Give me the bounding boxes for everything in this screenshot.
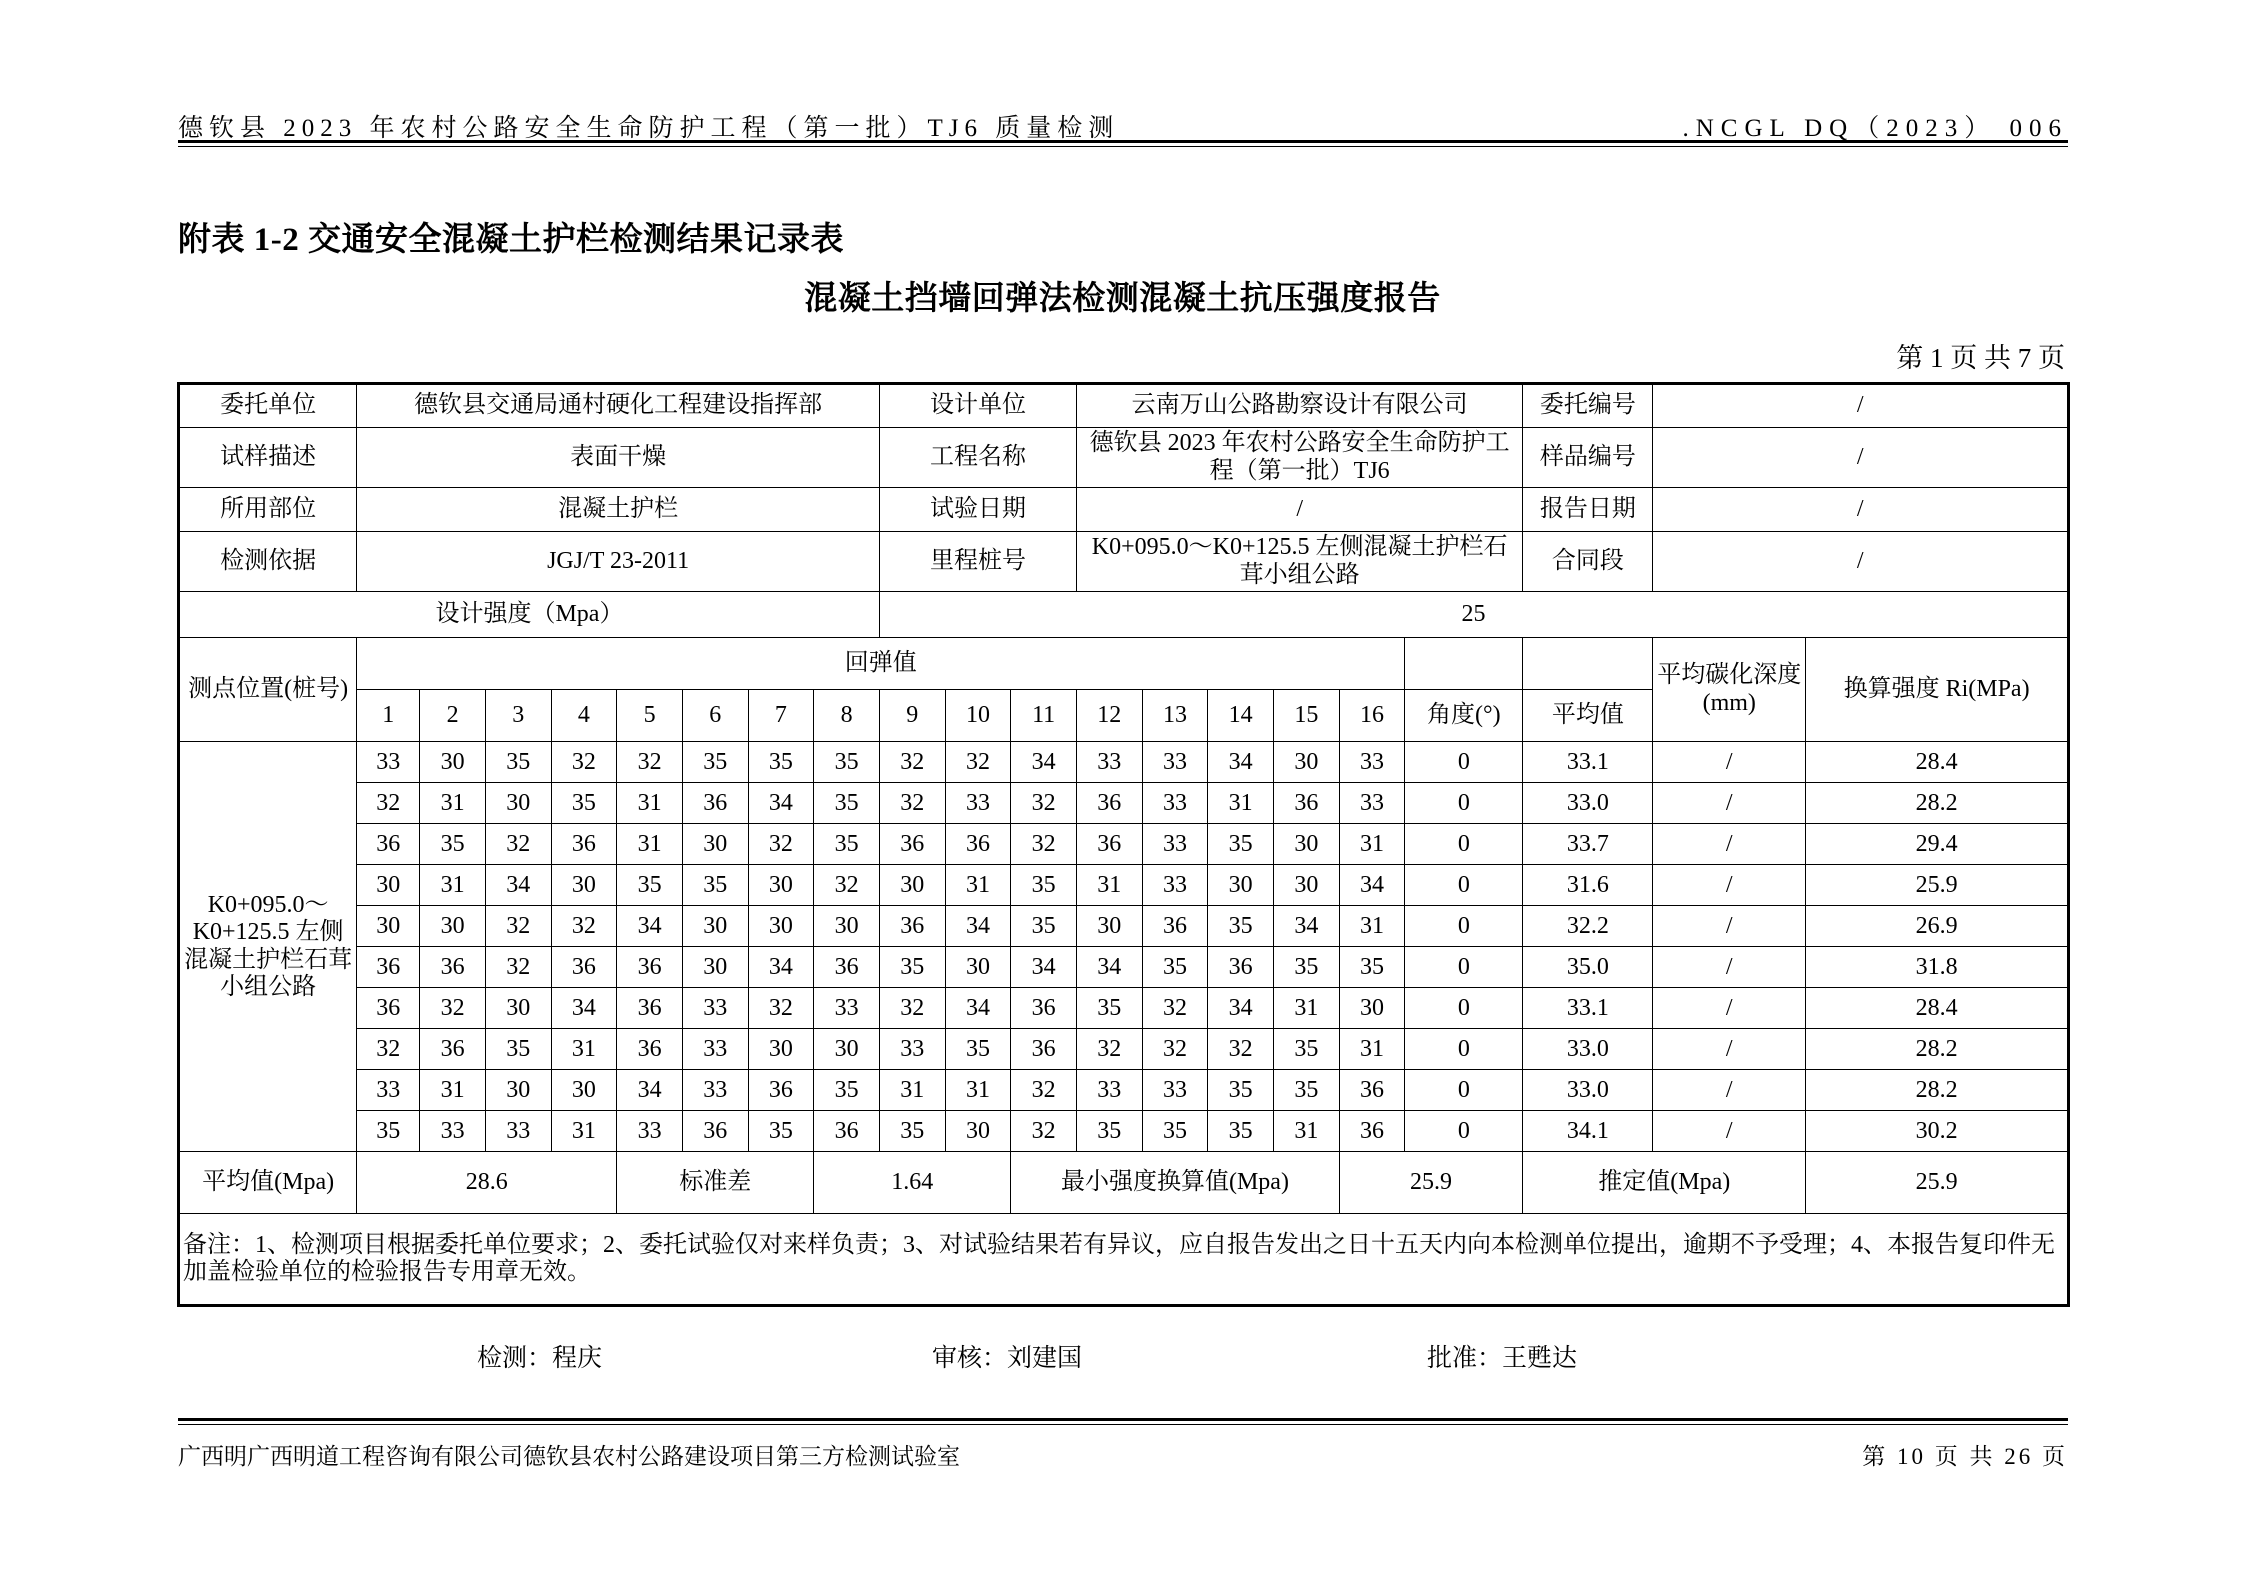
- value-report-date: /: [1653, 488, 2069, 532]
- cell-average: 33.0: [1523, 1070, 1653, 1111]
- cell-rebound: 36: [1142, 906, 1208, 947]
- info-row-design-strength: [179, 592, 2069, 638]
- cell-rebound: 32: [1011, 1111, 1077, 1152]
- cell-rebound: 32: [1011, 1070, 1077, 1111]
- cell-rebound: 33: [1076, 1070, 1142, 1111]
- table-row: [179, 1111, 2069, 1152]
- label-contract-section: 合同段: [1523, 532, 1653, 592]
- value-summary-average: 28.6: [357, 1152, 617, 1214]
- cell-angle: 0: [1405, 783, 1523, 824]
- cell-rebound: 30: [682, 906, 748, 947]
- cell-rebound: 35: [1208, 1070, 1274, 1111]
- cell-rebound: 34: [1011, 742, 1077, 783]
- cell-rebound: 36: [682, 1111, 748, 1152]
- cell-rebound: 36: [617, 988, 683, 1029]
- cell-rebound: 32: [617, 742, 683, 783]
- header-index-12: 12: [1076, 690, 1142, 742]
- header-index-1: 1: [357, 690, 420, 742]
- cell-rebound: 36: [1339, 1070, 1405, 1111]
- cell-rebound: 32: [551, 906, 617, 947]
- cell-converted: 28.2: [1806, 1029, 2069, 1070]
- running-header-right: .NCGL DQ（2023） 006: [1682, 115, 2068, 142]
- cell-average: 31.6: [1523, 865, 1653, 906]
- cell-rebound: 35: [357, 1111, 420, 1152]
- header-angle: 角度(°): [1405, 690, 1523, 742]
- cell-rebound: 36: [1011, 988, 1077, 1029]
- header-index-6: 6: [682, 690, 748, 742]
- cell-rebound: 35: [1076, 988, 1142, 1029]
- cell-rebound: 35: [814, 824, 880, 865]
- cell-average: 35.0: [1523, 947, 1653, 988]
- report-table: [177, 382, 2070, 1307]
- cell-carbonation: /: [1653, 1070, 1806, 1111]
- cell-rebound: 31: [420, 865, 486, 906]
- cell-rebound: 32: [814, 865, 880, 906]
- cell-converted: 28.2: [1806, 1070, 2069, 1111]
- cell-rebound: 34: [551, 988, 617, 1029]
- cell-rebound: 33: [485, 1111, 551, 1152]
- cell-rebound: 30: [748, 906, 814, 947]
- cell-rebound: 34: [485, 865, 551, 906]
- header-index-13: 13: [1142, 690, 1208, 742]
- cell-rebound: 35: [814, 783, 880, 824]
- cell-angle: 0: [1405, 865, 1523, 906]
- header-position: 测点位置(桩号): [179, 638, 357, 742]
- cell-rebound: 35: [682, 865, 748, 906]
- value-part-used: 混凝土护栏: [357, 488, 880, 532]
- cell-converted: 29.4: [1806, 824, 2069, 865]
- cell-position-label: K0+095.0～K0+125.5 左侧混凝土护栏石茸小组公路: [179, 742, 357, 1152]
- cell-carbonation: /: [1653, 1029, 1806, 1070]
- cell-rebound: 31: [1208, 783, 1274, 824]
- cell-rebound: 30: [485, 1070, 551, 1111]
- cell-rebound: 34: [1208, 988, 1274, 1029]
- label-client: 委托单位: [179, 384, 357, 428]
- cell-rebound: 31: [617, 783, 683, 824]
- cell-rebound: 36: [420, 947, 486, 988]
- cell-rebound: 35: [814, 1070, 880, 1111]
- info-row-sample-desc: [179, 428, 2069, 488]
- cell-rebound: 31: [551, 1111, 617, 1152]
- cell-rebound: 30: [814, 1029, 880, 1070]
- cell-rebound: 36: [1076, 824, 1142, 865]
- table-row: [179, 824, 2069, 865]
- cell-rebound: 35: [748, 742, 814, 783]
- header-index-9: 9: [879, 690, 945, 742]
- cell-rebound: 32: [420, 988, 486, 1029]
- cell-rebound: 31: [879, 1070, 945, 1111]
- cell-rebound: 30: [1273, 865, 1339, 906]
- cell-rebound: 35: [485, 1029, 551, 1070]
- cell-angle: 0: [1405, 1070, 1523, 1111]
- cell-rebound: 35: [1273, 1029, 1339, 1070]
- running-footer-left: 广西明广西明道工程咨询有限公司德钦县农村公路建设项目第三方检测试验室: [178, 1444, 960, 1469]
- cell-rebound: 31: [1339, 824, 1405, 865]
- label-sample-no: 样品编号: [1523, 428, 1653, 488]
- cell-rebound: 35: [551, 783, 617, 824]
- signature-reviewer: 审核：刘建国: [932, 1345, 1083, 1372]
- value-project-name: 德钦县 2023 年农村公路安全生命防护工程（第一批）TJ6: [1076, 428, 1522, 488]
- cell-rebound: 32: [485, 947, 551, 988]
- cell-rebound: 35: [1011, 865, 1077, 906]
- footer-rule: [178, 1418, 2068, 1425]
- cell-rebound: 34: [1011, 947, 1077, 988]
- cell-rebound: 35: [1011, 906, 1077, 947]
- table-row: [179, 1070, 2069, 1111]
- cell-rebound: 35: [1273, 1070, 1339, 1111]
- running-header-left: 德钦县 2023 年农村公路安全生命防护工程（第一批）TJ6 质量检测: [178, 115, 1120, 142]
- cell-rebound: 32: [945, 742, 1011, 783]
- cell-rebound: 31: [945, 1070, 1011, 1111]
- cell-rebound: 30: [357, 865, 420, 906]
- cell-average: 33.0: [1523, 1029, 1653, 1070]
- cell-rebound: 36: [357, 988, 420, 1029]
- cell-average: 33.1: [1523, 742, 1653, 783]
- label-design-strength: 设计强度（Mpa）: [179, 592, 880, 638]
- cell-rebound: 33: [1076, 742, 1142, 783]
- cell-rebound: 31: [1273, 988, 1339, 1029]
- cell-rebound: 32: [879, 988, 945, 1029]
- value-designer: 云南万山公路勘察设计有限公司: [1076, 384, 1522, 428]
- signature-tester: 检测：程庆: [477, 1345, 603, 1372]
- cell-carbonation: /: [1653, 742, 1806, 783]
- cell-rebound: 33: [357, 742, 420, 783]
- cell-converted: 28.4: [1806, 742, 2069, 783]
- value-summary-estimated: 25.9: [1806, 1152, 2069, 1214]
- cell-rebound: 34: [1208, 742, 1274, 783]
- cell-rebound: 30: [682, 947, 748, 988]
- remark-row: [179, 1214, 2069, 1306]
- cell-rebound: 32: [748, 988, 814, 1029]
- page-indicator: 第 1 页 共 7 页: [1896, 343, 2065, 373]
- cell-rebound: 32: [879, 742, 945, 783]
- cell-angle: 0: [1405, 906, 1523, 947]
- cell-rebound: 35: [1208, 906, 1274, 947]
- cell-rebound: 30: [945, 947, 1011, 988]
- cell-rebound: 36: [1273, 783, 1339, 824]
- label-project-name: 工程名称: [879, 428, 1076, 488]
- cell-rebound: 33: [682, 1029, 748, 1070]
- cell-average: 33.1: [1523, 988, 1653, 1029]
- cell-rebound: 35: [1142, 1111, 1208, 1152]
- cell-rebound: 33: [1339, 783, 1405, 824]
- cell-rebound: 32: [357, 1029, 420, 1070]
- cell-rebound: 32: [1011, 824, 1077, 865]
- label-summary-estimated: 推定值(Mpa): [1523, 1152, 1806, 1214]
- page-subtitle: 混凝土挡墙回弹法检测混凝土抗压强度报告: [804, 281, 1441, 317]
- cell-rebound: 36: [879, 824, 945, 865]
- cell-rebound: 31: [420, 1070, 486, 1111]
- cell-rebound: 30: [551, 1070, 617, 1111]
- table-header-band-1: [179, 638, 2069, 690]
- label-designer: 设计单位: [879, 384, 1076, 428]
- cell-rebound: 34: [1076, 947, 1142, 988]
- cell-rebound: 36: [814, 1111, 880, 1152]
- cell-rebound: 35: [1142, 947, 1208, 988]
- cell-rebound: 35: [748, 1111, 814, 1152]
- cell-rebound: 35: [682, 742, 748, 783]
- cell-rebound: 36: [682, 783, 748, 824]
- cell-rebound: 32: [357, 783, 420, 824]
- cell-rebound: 36: [748, 1070, 814, 1111]
- header-converted: 换算强度 Ri(MPa): [1806, 638, 2069, 742]
- cell-rebound: 30: [551, 865, 617, 906]
- cell-rebound: 33: [1142, 783, 1208, 824]
- header-average: 平均值: [1523, 690, 1653, 742]
- cell-rebound: 35: [1076, 1111, 1142, 1152]
- table-row: [179, 783, 2069, 824]
- cell-rebound: 30: [945, 1111, 1011, 1152]
- cell-rebound: 36: [1076, 783, 1142, 824]
- cell-average: 33.0: [1523, 783, 1653, 824]
- header-index-8: 8: [814, 690, 880, 742]
- cell-rebound: 34: [1273, 906, 1339, 947]
- value-client: 德钦县交通局通村硬化工程建设指挥部: [357, 384, 880, 428]
- cell-rebound: 36: [814, 947, 880, 988]
- value-summary-min-converted: 25.9: [1339, 1152, 1523, 1214]
- cell-angle: 0: [1405, 1029, 1523, 1070]
- cell-angle: 0: [1405, 1111, 1523, 1152]
- table-row: [179, 906, 2069, 947]
- cell-rebound: 30: [879, 865, 945, 906]
- cell-rebound: 34: [1339, 865, 1405, 906]
- header-rebound: 回弹值: [357, 638, 1405, 690]
- cell-converted: 30.2: [1806, 1111, 2069, 1152]
- running-footer: [178, 1438, 2068, 1471]
- cell-rebound: 35: [1339, 947, 1405, 988]
- cell-carbonation: /: [1653, 1111, 1806, 1152]
- value-design-strength: 25: [879, 592, 2068, 638]
- cell-rebound: 30: [814, 906, 880, 947]
- label-commission-no: 委托编号: [1523, 384, 1653, 428]
- label-report-date: 报告日期: [1523, 488, 1653, 532]
- cell-rebound: 33: [1142, 742, 1208, 783]
- cell-rebound: 31: [551, 1029, 617, 1070]
- table-row: [179, 1029, 2069, 1070]
- header-index-14: 14: [1208, 690, 1274, 742]
- cell-rebound: 32: [748, 824, 814, 865]
- cell-angle: 0: [1405, 824, 1523, 865]
- cell-rebound: 35: [945, 1029, 1011, 1070]
- info-row-part-used: [179, 488, 2069, 532]
- value-test-date: /: [1076, 488, 1522, 532]
- cell-rebound: 36: [357, 824, 420, 865]
- cell-angle: 0: [1405, 988, 1523, 1029]
- cell-average: 33.7: [1523, 824, 1653, 865]
- cell-rebound: 34: [945, 906, 1011, 947]
- header-index-3: 3: [485, 690, 551, 742]
- header-index-4: 4: [551, 690, 617, 742]
- header-index-5: 5: [617, 690, 683, 742]
- cell-rebound: 36: [551, 824, 617, 865]
- value-contract-section: /: [1653, 532, 2069, 592]
- value-summary-stddev: 1.64: [814, 1152, 1011, 1214]
- label-summary-stddev: 标准差: [617, 1152, 814, 1214]
- cell-rebound: 30: [1076, 906, 1142, 947]
- label-sample-desc: 试样描述: [179, 428, 357, 488]
- cell-rebound: 35: [879, 1111, 945, 1152]
- cell-rebound: 32: [1142, 988, 1208, 1029]
- cell-rebound: 31: [1076, 865, 1142, 906]
- cell-rebound: 33: [357, 1070, 420, 1111]
- cell-rebound: 32: [1142, 1029, 1208, 1070]
- cell-rebound: 33: [945, 783, 1011, 824]
- info-row-basis: [179, 532, 2069, 592]
- header-index-10: 10: [945, 690, 1011, 742]
- running-footer-right: 第 10 页 共 26 页: [1862, 1444, 2068, 1469]
- cell-rebound: 30: [682, 824, 748, 865]
- cell-rebound: 36: [551, 947, 617, 988]
- cell-rebound: 34: [617, 906, 683, 947]
- cell-rebound: 34: [748, 947, 814, 988]
- cell-rebound: 36: [617, 947, 683, 988]
- header-index-16: 16: [1339, 690, 1405, 742]
- table-row: [179, 988, 2069, 1029]
- cell-carbonation: /: [1653, 906, 1806, 947]
- cell-rebound: 33: [682, 988, 748, 1029]
- cell-converted: 25.9: [1806, 865, 2069, 906]
- signature-row: [177, 1338, 2070, 1374]
- cell-rebound: 33: [1339, 742, 1405, 783]
- cell-average: 32.2: [1523, 906, 1653, 947]
- header-index-7: 7: [748, 690, 814, 742]
- cell-rebound: 32: [485, 824, 551, 865]
- cell-rebound: 30: [420, 742, 486, 783]
- header-index-2: 2: [420, 690, 486, 742]
- header-carbonation: 平均碳化深度(mm): [1653, 638, 1806, 742]
- cell-carbonation: /: [1653, 783, 1806, 824]
- cell-rebound: 30: [420, 906, 486, 947]
- cell-rebound: 31: [420, 783, 486, 824]
- cell-rebound: 30: [1273, 742, 1339, 783]
- cell-rebound: 31: [1273, 1111, 1339, 1152]
- cell-rebound: 30: [357, 906, 420, 947]
- cell-rebound: 32: [1076, 1029, 1142, 1070]
- cell-rebound: 30: [748, 1029, 814, 1070]
- cell-rebound: 35: [617, 865, 683, 906]
- table-row: [179, 947, 2069, 988]
- label-summary-average: 平均值(Mpa): [179, 1152, 357, 1214]
- cell-rebound: 31: [1339, 1029, 1405, 1070]
- cell-rebound: 30: [1208, 865, 1274, 906]
- info-row-client: [179, 384, 2069, 428]
- cell-rebound: 32: [551, 742, 617, 783]
- cell-angle: 0: [1405, 947, 1523, 988]
- running-header: [178, 108, 2068, 144]
- summary-row: [179, 1152, 2069, 1214]
- cell-rebound: 30: [1273, 824, 1339, 865]
- table-row: [179, 865, 2069, 906]
- header-angle-spacer: [1405, 638, 1523, 690]
- cell-rebound: 31: [1339, 906, 1405, 947]
- cell-rebound: 34: [617, 1070, 683, 1111]
- cell-rebound: 33: [420, 1111, 486, 1152]
- cell-rebound: 31: [617, 824, 683, 865]
- cell-rebound: 35: [879, 947, 945, 988]
- cell-rebound: 36: [357, 947, 420, 988]
- value-sample-desc: 表面干燥: [357, 428, 880, 488]
- label-basis: 检测依据: [179, 532, 357, 592]
- cell-rebound: 32: [1011, 783, 1077, 824]
- cell-rebound: 35: [420, 824, 486, 865]
- header-average-spacer: [1523, 638, 1653, 690]
- page-title: 附表 1-2 交通安全混凝土护栏检测结果记录表: [178, 222, 844, 258]
- cell-rebound: 36: [420, 1029, 486, 1070]
- cell-rebound: 36: [617, 1029, 683, 1070]
- value-stake-no: K0+095.0～K0+125.5 左侧混凝土护栏石茸小组公路: [1076, 532, 1522, 592]
- cell-rebound: 33: [682, 1070, 748, 1111]
- cell-carbonation: /: [1653, 824, 1806, 865]
- header-index-11: 11: [1011, 690, 1077, 742]
- cell-rebound: 33: [1142, 824, 1208, 865]
- value-commission-no: /: [1653, 384, 2069, 428]
- label-stake-no: 里程桩号: [879, 532, 1076, 592]
- cell-rebound: 33: [1142, 1070, 1208, 1111]
- cell-rebound: 34: [945, 988, 1011, 1029]
- cell-rebound: 35: [1208, 824, 1274, 865]
- cell-converted: 28.4: [1806, 988, 2069, 1029]
- label-part-used: 所用部位: [179, 488, 357, 532]
- cell-rebound: 35: [1273, 947, 1339, 988]
- cell-rebound: 34: [748, 783, 814, 824]
- cell-rebound: 35: [814, 742, 880, 783]
- header-index-15: 15: [1273, 690, 1339, 742]
- value-sample-no: /: [1653, 428, 2069, 488]
- cell-average: 34.1: [1523, 1111, 1653, 1152]
- cell-rebound: 31: [945, 865, 1011, 906]
- cell-rebound: 30: [748, 865, 814, 906]
- label-summary-min-converted: 最小强度换算值(Mpa): [1011, 1152, 1339, 1214]
- cell-rebound: 32: [485, 906, 551, 947]
- cell-rebound: 33: [617, 1111, 683, 1152]
- cell-converted: 26.9: [1806, 906, 2069, 947]
- cell-angle: 0: [1405, 742, 1523, 783]
- header-rule: [178, 140, 2068, 147]
- cell-carbonation: /: [1653, 865, 1806, 906]
- cell-carbonation: /: [1653, 947, 1806, 988]
- cell-rebound: 33: [1142, 865, 1208, 906]
- cell-rebound: 32: [1208, 1029, 1274, 1070]
- remark-text: 备注：1、检测项目根据委托单位要求；2、委托试验仅对来样负责；3、对试验结果若有异议，应自报告发出之日十五天内向本检测单位提出，逾期不予受理；4、本报告复印件无加盖检验单位的检验报告专用章无效。: [179, 1214, 2069, 1306]
- cell-rebound: 35: [485, 742, 551, 783]
- label-test-date: 试验日期: [879, 488, 1076, 532]
- cell-rebound: 36: [945, 824, 1011, 865]
- table-row: [179, 742, 2069, 783]
- cell-rebound: 35: [1208, 1111, 1274, 1152]
- cell-converted: 31.8: [1806, 947, 2069, 988]
- cell-rebound: 30: [485, 783, 551, 824]
- cell-carbonation: /: [1653, 988, 1806, 1029]
- signature-approver: 批准：王甦达: [1427, 1345, 1578, 1372]
- cell-rebound: 36: [879, 906, 945, 947]
- cell-rebound: 36: [1208, 947, 1274, 988]
- cell-rebound: 33: [814, 988, 880, 1029]
- cell-rebound: 32: [879, 783, 945, 824]
- cell-rebound: 36: [1011, 1029, 1077, 1070]
- value-basis: JGJ/T 23-2011: [357, 532, 880, 592]
- cell-rebound: 30: [485, 988, 551, 1029]
- cell-rebound: 33: [879, 1029, 945, 1070]
- cell-converted: 28.2: [1806, 783, 2069, 824]
- cell-rebound: 30: [1339, 988, 1405, 1029]
- cell-rebound: 36: [1339, 1111, 1405, 1152]
